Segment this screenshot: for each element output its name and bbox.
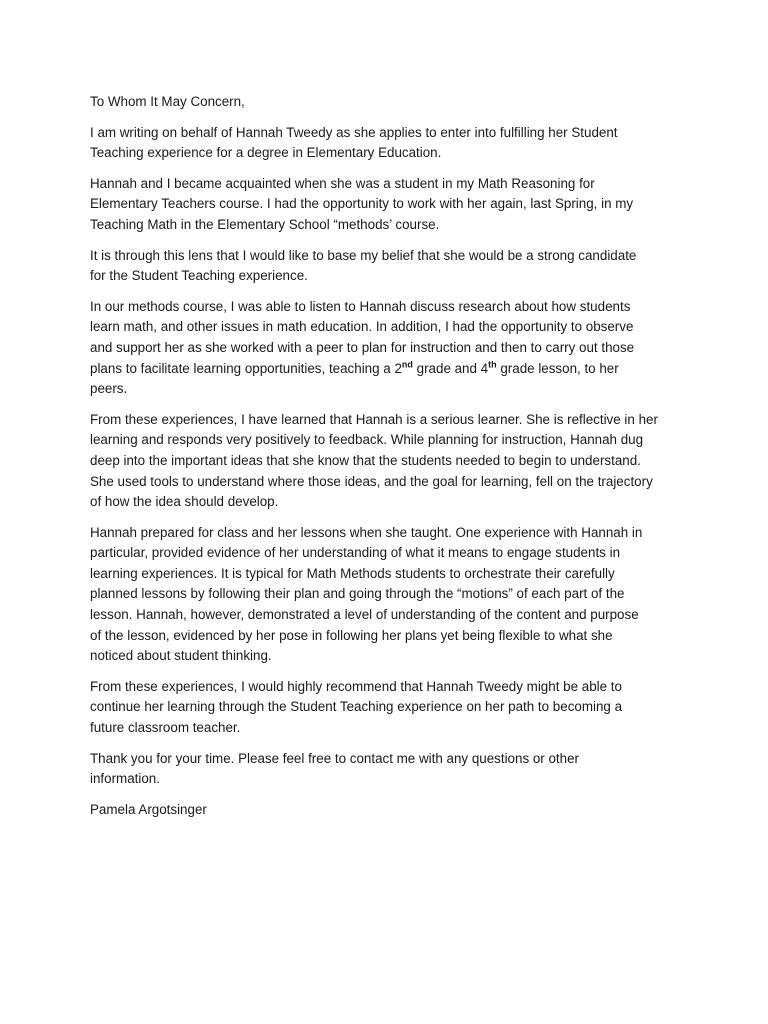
paragraph-line: particular, provided evidence of her understanding of what it means to engage students in xyxy=(90,545,621,561)
paragraph-line: peers. xyxy=(90,381,128,397)
signature xyxy=(90,800,680,821)
paragraph-line: In our methods course, I was able to listen to Hannah discuss research about how students xyxy=(90,298,631,314)
signature-name: Pamela Argotsinger xyxy=(90,801,207,817)
paragraph-line: learn math, and other issues in math education. In addition, I had the opportunity to observe xyxy=(90,319,634,335)
text-segment: grade lesson, to her xyxy=(496,360,619,376)
paragraph-line: planned lessons by following their plan and going through the “motions” of each part of the xyxy=(90,586,625,602)
paragraph-line-with-ordinals xyxy=(90,359,680,380)
paragraph-line: for the Student Teaching experience. xyxy=(90,268,308,284)
paragraph-line: Hannah prepared for class and her lessons when she taught. One experience with Hannah in xyxy=(90,524,643,540)
salutation xyxy=(90,92,680,113)
salutation-line: To Whom It May Concern, xyxy=(90,94,245,109)
paragraph-line: I am writing on behalf of Hannah Tweedy as she applies to enter into fulfilling her Student xyxy=(90,124,618,140)
paragraph-line: From these experiences, I have learned that Hannah is a serious learner. She is reflective in her xyxy=(90,411,658,427)
text-segment: plans to facilitate learning opportunities, teaching a 2 xyxy=(90,360,402,376)
paragraph-line: learning experiences. It is typical for Math Methods students to orchestrate their carefully xyxy=(90,565,615,581)
paragraph-line: learning and responds very positively to feedback. While planning for instruction, Hannah dug xyxy=(90,432,644,448)
paragraph-line: and support her as she worked with a peer to plan for instruction and then to carry out those xyxy=(90,339,635,355)
paragraph-line: of how the idea should develop. xyxy=(90,494,279,510)
paragraph-closing xyxy=(90,749,680,790)
paragraph-belief xyxy=(90,246,680,287)
letter-body xyxy=(90,92,680,830)
paragraph-line: Teaching experience for a degree in Elementary Education. xyxy=(90,145,442,161)
paragraph-serious-learner xyxy=(90,410,680,513)
paragraph-line: future classroom teacher. xyxy=(90,720,241,736)
ordinal-suffix: th xyxy=(488,359,497,370)
paragraph-line: Teaching Math in the Elementary School “methods’ course. xyxy=(90,216,440,232)
paragraph-acquaintance xyxy=(90,174,680,236)
paragraph-line: noticed about student thinking. xyxy=(90,648,272,664)
paragraph-line: Thank you for your time. Please feel free to contact me with any questions or other xyxy=(90,750,580,766)
paragraph-line: continue her learning through the Student Teaching experience on her path to becoming a xyxy=(90,699,623,715)
ordinal-suffix: nd xyxy=(401,359,413,370)
paragraph-lesson-experience xyxy=(90,523,680,667)
paragraph-intro xyxy=(90,123,680,164)
paragraph-methods-course xyxy=(90,297,680,400)
paragraph-line: of the lesson, evidenced by her pose in following her plans yet being flexible to what she xyxy=(90,627,613,643)
paragraph-line: From these experiences, I would highly recommend that Hannah Tweedy might be able to xyxy=(90,678,622,694)
paragraph-line: deep into the important ideas that she know that the students needed to begin to understand. xyxy=(90,452,641,468)
paragraph-line: Hannah and I became acquainted when she was a student in my Math Reasoning for xyxy=(90,175,595,191)
paragraph-line: lesson. Hannah, however, demonstrated a level of understanding of the content and purpose xyxy=(90,607,639,623)
text-segment: grade and 4 xyxy=(412,360,489,376)
paragraph-line: It is through this lens that I would like to base my belief that she would be a strong candidate xyxy=(90,247,637,263)
paragraph-line: information. xyxy=(90,771,160,787)
paragraph-line: She used tools to understand where those ideas, and the goal for learning, fell on the trajectory xyxy=(90,473,653,489)
paragraph-line: Elementary Teachers course. I had the opportunity to work with her again, last Spring, in my xyxy=(90,196,634,212)
paragraph-recommendation xyxy=(90,677,680,739)
